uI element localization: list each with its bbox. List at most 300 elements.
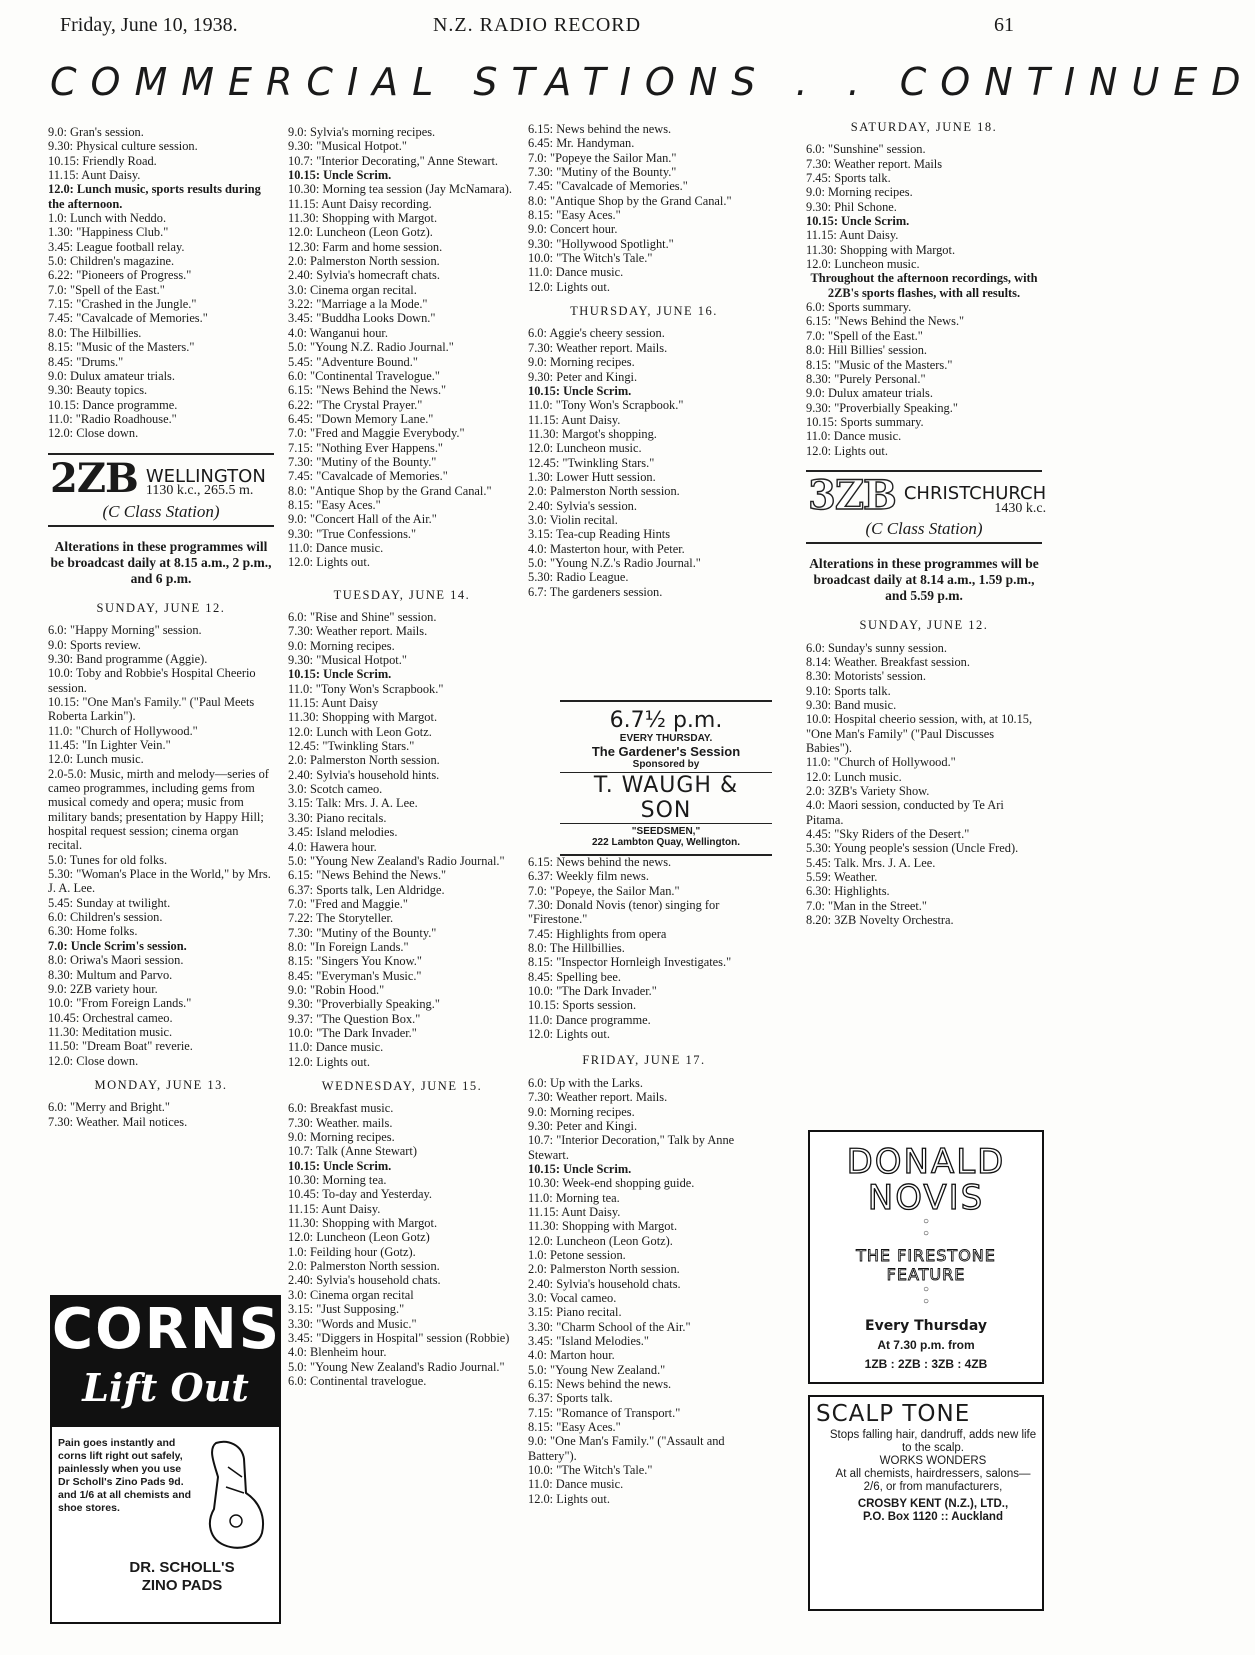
schedule-entry: 11.0: Dance music.: [528, 1477, 624, 1492]
schedule-list: [528, 326, 760, 599]
schedule-entry: 10.15: Friendly Road.: [48, 153, 157, 168]
schedule-entry: 9.0: Concert hour.: [528, 222, 618, 237]
schedule-entry: 8.0: "Antique Shop by the Grand Canal.": [288, 483, 492, 498]
schedule-entry: 9.0: "Robin Hood.": [288, 982, 385, 997]
feature-title: THE FIRESTONE: [856, 1246, 996, 1265]
schedule-entry: 9.30: "Hollywood Spotlight.": [528, 236, 674, 251]
schedule-entry: 10.0: "The Dark Invader.": [288, 1025, 417, 1040]
broadcast-stations: 1ZB : 2ZB : 3ZB : 4ZB: [864, 1357, 988, 1371]
schedule-entry: 4.0: Marton hour.: [528, 1348, 615, 1363]
schedule-entry: 9.0: "One Man's Family." ("Assault and Battery").: [528, 1434, 725, 1463]
schedule-entry: 9.37: "The Question Box.": [288, 1011, 421, 1026]
schedule-entry: 12.0: Lights out.: [806, 443, 888, 458]
corns-brand: [92, 1559, 272, 1595]
schedule-entry: 10.15: Uncle Scrim.: [528, 383, 632, 398]
schedule-entry: 7.30: Weather report. Mails.: [528, 340, 668, 355]
schedule-entry: 11.30: Shopping with Margot.: [288, 1216, 438, 1231]
schedule-entry: 12.0: Lights out.: [528, 1027, 610, 1042]
ad-time: 6.7½ p.m.: [609, 708, 723, 733]
schedule-entry: 11.15: Aunt Daisy.: [288, 1201, 381, 1216]
schedule-entry: 6.0: Breakfast music.: [288, 1101, 394, 1116]
schedule-entry: 5.0: "Young New Zealand.": [528, 1362, 666, 1377]
schedule-entry: 6.0: Children's session.: [48, 910, 163, 925]
schedule-entry: 11.15: Aunt Daisy: [288, 696, 379, 711]
day-heading: MONDAY, JUNE 13.: [94, 1077, 228, 1092]
schedule-entry: 7.0: "Man in the Street.": [806, 898, 927, 913]
schedule-entry: 10.45: To-day and Yesterday.: [288, 1187, 433, 1202]
schedule-list: [528, 122, 760, 294]
schedule-entry: 10.0: "The Dark Invader.": [528, 984, 657, 999]
day-heading: SUNDAY, JUNE 12.: [859, 618, 989, 633]
schedule-entry: 6.0: Continental travelogue.: [288, 1373, 427, 1388]
schedule-entry: 12.0: Close down.: [48, 1053, 139, 1068]
schedule-entry: 8.15: "Music of the Masters.": [806, 357, 953, 372]
schedule-entry: 9.30: "Musical Hotpot.": [288, 139, 407, 154]
station-header-3zb: [806, 470, 1047, 544]
schedule-entry: 5.0: Children's magazine.: [48, 254, 175, 269]
schedule-entry: 10.7: "Interior Decoration," Talk by Anne Stewart.: [528, 1133, 735, 1162]
schedule-entry: 6.37: Sports talk.: [528, 1391, 613, 1406]
schedule-entry: 10.15: Dance programme.: [48, 397, 178, 412]
schedule-entry: 10.15: Uncle Scrim.: [806, 214, 910, 229]
schedule-entry: 2.0: Palmerston North session.: [288, 254, 440, 269]
schedule-entry: 6.0: "Happy Morning" session.: [48, 623, 202, 638]
schedule-entry: 4.0: Wanganui hour.: [288, 325, 388, 340]
schedule-entry: 7.45: Highlights from opera: [528, 926, 667, 941]
schedule-entry: 7.15: "Nothing Ever Happens.": [288, 440, 443, 455]
performer-name: DONALD: [846, 1142, 1006, 1182]
schedule-entry: 9.0: Sports review.: [48, 637, 141, 652]
schedule-entry: 5.45: Sunday at twilight.: [48, 895, 171, 910]
schedule-entry: 8.0: Hill Billies' session.: [806, 343, 927, 358]
schedule-entry: 5.0: "Young N.Z.'s Radio Journal.": [528, 555, 701, 570]
schedule-entry: 8.15: "Easy Aces.": [528, 1420, 621, 1435]
scalp-address: P.O. Box 1120 :: Auckland: [863, 1511, 1003, 1523]
schedule-entry: 6.37: Sports talk, Len Aldridge.: [288, 882, 445, 897]
schedule-entry: 8.15: "Easy Aces.": [528, 208, 621, 223]
schedule-list: [288, 610, 516, 1069]
schedule-entry: 10.0: Toby and Robbie's Hospital Cheerio session.: [48, 666, 256, 695]
schedule-entry: 10.15: Uncle Scrim.: [288, 1158, 392, 1173]
feature-title: FEATURE: [886, 1265, 966, 1284]
schedule-entry: 7.15: "Crashed in the Jungle.": [48, 297, 197, 312]
publication-title: N.Z. RADIO RECORD: [432, 14, 642, 36]
schedule-entry: 12.0: Luncheon music.: [528, 441, 642, 456]
schedule-entry: 10.0: "The Witch's Tale.": [528, 1463, 653, 1478]
schedule-entry: 6.0: Up with the Larks.: [528, 1075, 643, 1090]
scalp-headline: SCALP TONE: [816, 1401, 971, 1427]
schedule-entry: 3.15: Tea-cup Reading Hints: [528, 527, 671, 542]
station-callsign: 3ZB: [808, 471, 896, 519]
schedule-entry: 12.0: Lights out.: [528, 279, 610, 294]
schedule-entry: 11.30: Meditation music.: [48, 1024, 173, 1039]
corns-brand-line1: DR. SCHOLL'S: [129, 1559, 235, 1576]
schedule-entry: 8.0: Oriwa's Maori session.: [48, 953, 184, 968]
column-1: [48, 125, 274, 1129]
schedule-entry: 11.30: Margot's shopping.: [528, 426, 657, 441]
schedule-entry: 9.30: Band music.: [806, 697, 897, 712]
schedule-entry: 5.30: "Woman's Place in the World," by Mrs. J. A. Lee.: [48, 867, 271, 896]
scalp-body-line: Stops falling hair, dandruff, adds new life to the scalp.: [829, 1429, 1037, 1454]
schedule-list: [806, 641, 1042, 928]
schedule-entry: 12.0: Lunch music.: [806, 769, 902, 784]
schedule-entry: 11.30: Shopping with Margot.: [528, 1219, 678, 1234]
schedule-entry: 7.0: "Fred and Maggie.": [288, 896, 408, 911]
schedule-entry: 9.30: "Proverbially Speaking.": [806, 400, 958, 415]
schedule-entry: 12.0: Lunch music, sports results during the afternoon.: [48, 182, 261, 211]
schedule-entry: 7.0: "Spell of the East.": [48, 282, 165, 297]
corns-headline: CORNS: [52, 1297, 282, 1362]
schedule-entry: 2.40: Sylvia's homecraft chats.: [288, 268, 440, 283]
schedule-entry: 12.0: Luncheon music.: [806, 257, 920, 272]
day-heading: SATURDAY, JUNE 18.: [850, 120, 998, 134]
day-heading: SUNDAY, JUNE 12.: [96, 600, 226, 615]
schedule-entry: 2.0: Palmerston North session.: [288, 1259, 440, 1274]
station-header-2zb: [48, 453, 274, 527]
broadcast-time: At 7.30 p.m. from: [877, 1338, 975, 1352]
schedule-entry: 7.0: "Fred and Maggie Everybody.": [288, 426, 465, 441]
schedule-entry: 6.15: "News Behind the News.": [288, 383, 447, 398]
schedule-entry: 5.0: "Young New Zealand's Radio Journal.": [288, 853, 505, 868]
schedule-entry: 7.0: "Popeye the Sailor Man.": [528, 150, 677, 165]
schedule-entry: 7.30: Weather. mails.: [288, 1115, 393, 1130]
schedule-entry: 12.0: Lunch music.: [48, 752, 144, 767]
schedule-entry: 7.30: Donald Novis (tenor) singing for "Firestone.": [528, 898, 720, 927]
schedule-entry: 6.0: Sports summary.: [806, 300, 912, 315]
schedule-entry: 9.0: Dulux amateur trials.: [48, 368, 175, 383]
schedule-entry: 11.0: Dance music.: [288, 540, 384, 555]
schedule-entry: 10.30: Morning tea session (Jay McNamara).: [288, 182, 513, 197]
schedule-entry: 3.0: Violin recital.: [528, 512, 618, 527]
schedule-entry: 8.45: "Everyman's Music.": [288, 968, 422, 983]
schedule-entry: 9.30: Peter and Kingi.: [528, 1118, 638, 1133]
schedule-entry: 7.0: "Popeye, the Sailor Man.": [528, 883, 680, 898]
sponsor-brand: T. WAUGH & SON: [560, 772, 772, 824]
page-number: 61: [994, 14, 1014, 36]
ad-line: The Gardener's Session: [591, 744, 741, 759]
schedule-entry: 7.30: Weather report. Mails.: [288, 624, 428, 639]
schedule-entry: 11.15: Aunt Daisy.: [528, 1204, 621, 1219]
schedule-entry: 8.30: Motorists' session.: [806, 669, 926, 684]
schedule-entry: 1.0: Petone session.: [528, 1247, 626, 1262]
station-frequency: 1130 k.c., 265.5 m.: [145, 483, 254, 499]
schedule-entry: 3.15: Talk: Mrs. J. A. Lee.: [288, 796, 418, 811]
schedule-entry: 8.15: "Inspector Hornleigh Investigates.": [528, 955, 732, 970]
schedule-entry: 3.45: League football relay.: [48, 239, 185, 254]
schedule-entry: 9.0: Morning recipes.: [528, 1104, 635, 1119]
schedule-entry: 2.40: Sylvia's household hints.: [288, 767, 440, 782]
schedule-entry: 12.0: Luncheon (Leon Gotz): [288, 1230, 430, 1245]
schedule-entry: 1.30: Lower Hutt session.: [528, 469, 656, 484]
schedule-entry: 2.0: Palmerston North session.: [528, 484, 680, 499]
broadcast-day: Every Thursday: [865, 1318, 987, 1334]
schedule-entry: 5.30: Radio League.: [528, 570, 629, 585]
schedule-entry: 8.30: "Purely Personal.": [806, 371, 926, 386]
schedule-entry: 6.45: "Down Memory Lane.": [288, 411, 434, 426]
schedule-entry: 12.45: "Twinkling Stars.": [528, 455, 655, 470]
schedule-entry: 9.30: "Musical Hotpot.": [288, 653, 407, 668]
schedule-entry: 2.40: Sylvia's household chats.: [528, 1276, 681, 1291]
schedule-entry: 9.30: Band programme (Aggie).: [48, 651, 208, 666]
dot-ornament-icon: ○ ○: [922, 1216, 930, 1239]
schedule-entry: 6.15: "News Behind the News.": [288, 868, 447, 883]
schedule-entry: 7.30: "Mutiny of the Bounty.": [288, 454, 437, 469]
column-3: [528, 122, 760, 599]
schedule-entry: 1.30: "Happiness Club.": [48, 225, 169, 240]
schedule-entry: 11.15: Aunt Daisy.: [528, 412, 621, 427]
schedule-entry: 2.0: Palmerston North session.: [528, 1262, 680, 1277]
gardeners-session-ad: [560, 700, 772, 856]
schedule-entry: 9.0: "Concert Hall of the Air.": [288, 512, 437, 527]
schedule-entry: 11.45: "In Lighter Vein.": [48, 738, 171, 752]
schedule-entry: 6.7: The gardeners session.: [528, 584, 663, 599]
corns-ad-header: [52, 1297, 282, 1427]
schedule-entry: 9.0: Morning recipes.: [288, 638, 395, 653]
schedule-entry: 7.30: Weather report. Mails: [806, 156, 943, 171]
schedule-entry: 3.0: Scotch cameo.: [288, 782, 383, 797]
corns-advertisement: [50, 1295, 281, 1624]
schedule-entry: 7.45: "Cavalcade of Memories.": [288, 469, 448, 484]
schedule-entry: 9.30: Physical culture session.: [48, 139, 198, 154]
schedule-entry: 11.15: Aunt Daisy.: [48, 168, 141, 183]
schedule-entry: 9.30: "Proverbially Speaking.": [288, 997, 440, 1012]
scalp-body-line: WORKS WONDERS: [879, 1455, 987, 1467]
schedule-list: [48, 623, 274, 1068]
page-header: [60, 14, 1014, 40]
schedule-entry: 9.0: Morning recipes.: [806, 185, 913, 200]
schedule-entry: 1.0: Lunch with Neddo.: [48, 211, 167, 226]
schedule-entry: 7.45: "Cavalcade of Memories.": [528, 179, 688, 194]
schedule-entry: 11.0: Dance programme.: [528, 1012, 651, 1027]
schedule-entry: 8.15: "Music of the Masters.": [48, 340, 195, 355]
schedule-entry: 9.0: Morning recipes.: [528, 355, 635, 370]
schedule-entry: 6.0: "Merry and Bright.": [48, 1100, 170, 1115]
station-class: (C Class Station): [102, 501, 220, 521]
schedule-entry: 9.0: Gran's session.: [48, 125, 144, 139]
scalp-body: [810, 1427, 1042, 1524]
schedule-entry: 11.0: "Radio Roadhouse.": [48, 411, 177, 426]
schedule-entry: 5.45: "Adventure Bound.": [288, 354, 418, 369]
schedule-entry: 10.15: Uncle Scrim.: [288, 667, 392, 682]
schedule-entry: 5.45: Talk. Mrs. J. A. Lee.: [806, 855, 936, 870]
schedule-entry: 8.0: "Antique Shop by the Grand Canal.": [528, 193, 732, 208]
schedule-entry: 11.30: Shopping with Margot.: [288, 211, 438, 226]
column-4: [806, 120, 1047, 928]
schedule-entry: 9.30: "True Confessions.": [288, 526, 417, 541]
corns-subheadline: Lift Out: [82, 1365, 249, 1410]
schedule-entry: 3.22: "Marriage a la Mode.": [288, 297, 428, 312]
schedule-entry: 10.15: Sports session.: [528, 998, 637, 1013]
schedule-entry: 3.45: "Island Melodies.": [528, 1334, 649, 1348]
schedule-entry: 7.45: Sports talk.: [806, 171, 891, 186]
schedule-entry: 5.0: "Young New Zealand's Radio Journal.": [288, 1359, 505, 1374]
schedule-entry: 6.0: Sunday's sunny session.: [806, 640, 947, 655]
issue-date: Friday, June 10, 1938.: [60, 14, 238, 36]
schedule-entry: 12.0: Close down.: [48, 426, 139, 441]
schedule-entry: 7.30: Weather report. Mails.: [528, 1090, 668, 1105]
schedule-entry: 12.0: Luncheon (Leon Gotz).: [528, 1233, 673, 1248]
schedule-entry: 6.0: "Rise and Shine" session.: [288, 610, 437, 624]
schedule-entry: 10.30: Morning tea.: [288, 1173, 387, 1188]
station-city: CHRISTCHURCH: [903, 483, 1047, 505]
schedule-entry: 7.15: "Romance of Transport.": [528, 1405, 681, 1420]
schedule-list: [288, 125, 516, 570]
schedule-entry: 6.0: "Sunshine" session.: [806, 142, 926, 157]
schedule-entry: 6.0: "Continental Travelogue.": [288, 368, 440, 383]
schedule-entry: 8.0: The Hilbillies.: [48, 325, 142, 340]
schedule-entry: 6.45: Mr. Handyman.: [528, 136, 635, 151]
schedule-entry: 11.0: Dance music.: [528, 265, 624, 280]
schedule-entry: 4.0: Masterton hour, with Peter.: [528, 541, 685, 556]
schedule-entry: 7.22: The Storyteller.: [288, 911, 394, 926]
schedule-entry: 8.30: Multum and Parvo.: [48, 967, 173, 982]
schedule-entry: 8.20: 3ZB Novelty Orchestra.: [806, 913, 954, 928]
station-callsign: 2ZB: [50, 454, 138, 502]
schedule-entry: 3.45: Island melodies.: [288, 825, 398, 840]
column-2: [288, 125, 516, 1388]
schedule-entry: 6.15: News behind the news.: [528, 122, 672, 136]
schedule-entry: 10.0: Hospital cheerio session, with, at 10.15, "One Man's Family" ("Paul Discusses Babies").: [806, 712, 1033, 755]
schedule-entry: 4.0: Hawera hour.: [288, 839, 377, 854]
schedule-entry: 2.40: Sylvia's session.: [528, 498, 637, 513]
schedule-entry: 6.0: Aggie's cheery session.: [528, 326, 665, 341]
schedule-entry: 12.0: Luncheon (Leon Gotz).: [288, 225, 433, 240]
schedule-entry: 12.0: Lights out.: [528, 1491, 610, 1506]
donald-novis-advertisement: [808, 1130, 1044, 1384]
schedule-entry: 3.0: Vocal cameo.: [528, 1290, 617, 1305]
schedule-entry: 10.15: Uncle Scrim.: [528, 1161, 632, 1176]
schedule-entry: 7.30: "Mutiny of the Bounty.": [528, 165, 677, 180]
schedule-entry: 10.45: Orchestral cameo.: [48, 1010, 173, 1025]
schedule-entry: 12.0: Lights out.: [288, 1054, 370, 1069]
schedule-entry: 9.0: Sylvia's morning recipes.: [288, 125, 436, 139]
schedule-entry: 11.0: "Church of Hollywood.": [48, 723, 198, 738]
schedule-entry: 8.45: "Drums.": [48, 354, 124, 369]
schedule-entry: 6.22: "Pioneers of Progress.": [48, 268, 192, 283]
station-city: WELLINGTON: [145, 465, 266, 487]
schedule-entry: 9.10: Sports talk.: [806, 683, 891, 698]
station-frequency: 1430 k.c.: [994, 500, 1047, 516]
schedule-entry: 7.30: Weather. Mail notices.: [48, 1114, 188, 1129]
schedule-entry: 10.7: "Interior Decorating," Anne Stewart.: [288, 153, 499, 168]
schedule-entry: 8.14: Weather. Breakfast session.: [806, 654, 970, 669]
sponsor-address: 222 Lambton Quay, Wellington.: [592, 837, 740, 848]
schedule-entry: 11.15: Aunt Daisy.: [806, 228, 899, 243]
day-heading: FRIDAY, JUNE 17.: [582, 1053, 706, 1068]
schedule-entry: 4.0: Maori session, conducted by Te Ari Pitama.: [806, 798, 1004, 827]
day-heading: THURSDAY, JUNE 16.: [570, 304, 718, 319]
schedule-entry: 2.0-5.0: Music, mirth and melody—series of cameo programmes, including gems from musical comedy and opera; music from military bands; presentation by Happy Hill; hospital request session; cinema organ recital.: [48, 766, 269, 853]
schedule-entry: 6.30: Highlights.: [806, 884, 890, 899]
schedule-entry: 3.45: "Buddha Looks Down.": [288, 311, 436, 326]
schedule-entry: 6.22: "The Crystal Prayer.": [288, 397, 423, 412]
schedule-entry: 3.0: Cinema organ recital: [288, 1287, 414, 1302]
schedule-entry: 11.30: Shopping with Margot.: [288, 710, 438, 725]
schedule-entry: 3.30: "Charm School of the Air.": [528, 1319, 691, 1334]
schedule-entry: 3.0: Cinema organ recital.: [288, 282, 417, 297]
column-3-lower: [528, 855, 760, 1506]
schedule-entry: 9.0: Dulux amateur trials.: [806, 386, 933, 401]
schedule-entry: 6.37: Weekly film news.: [528, 869, 649, 884]
dot-ornament-icon: ○ ○: [922, 1284, 930, 1307]
schedule-entry: 10.7: Talk (Anne Stewart): [288, 1144, 417, 1159]
section-banner: COMMERCIAL STATIONS . . CONTINUED: [50, 60, 1255, 104]
schedule-entry: 1.0: Feilding hour (Gotz).: [288, 1244, 416, 1259]
schedule-entry: 7.30: "Mutiny of the Bounty.": [288, 925, 437, 940]
scalp-body-line: At all chemists, hairdressers, salons—2/6, or from manufacturers,: [835, 1468, 1031, 1493]
alterations-notice: Alterations in these programmes will be broadcast daily at 8.14 a.m., 1.59 p.m., and 5.59 p.m.: [809, 556, 1039, 604]
schedule-entry: 2.0: 3ZB's Variety Show.: [806, 784, 930, 799]
schedule-entry: 11.0: Dance music.: [806, 429, 902, 444]
schedule-entry: 7.0: "Spell of the East.": [806, 328, 923, 343]
ad-line: Sponsored by: [632, 759, 700, 770]
schedule-entry: 9.0: 2ZB variety hour.: [48, 981, 158, 996]
day-heading: WEDNESDAY, JUNE 15.: [321, 1079, 483, 1093]
schedule-entry: 6.15: News behind the news.: [528, 855, 672, 869]
schedule-entry: 5.30: Young people's session (Uncle Fred).: [806, 841, 1019, 856]
schedule-entry: 10.0: "The Witch's Tale.": [528, 251, 653, 266]
schedule-entry: 6.15: News behind the news.: [528, 1377, 672, 1392]
schedule-entry: 8.0: The Hillbillies.: [528, 941, 625, 956]
schedule-entry: 4.45: "Sky Riders of the Desert.": [806, 827, 970, 842]
schedule-entry: 8.45: Spelling bee.: [528, 969, 621, 984]
schedule-entry: 8.15: "Singers You Know.": [288, 954, 422, 969]
day-heading: TUESDAY, JUNE 14.: [333, 587, 471, 602]
corns-body: Pain goes instantly and corns lift right out safely, painlessly when you use Dr Scholl's Zino Pads 9d. and 1/6 at all chemists and shoe stores.: [58, 1437, 192, 1514]
schedule-entry: 3.45: "Diggers in Hospital" session (Robbie): [288, 1330, 510, 1345]
schedule-entry: 12.30: Farm and home session.: [288, 239, 443, 254]
schedule-list: [528, 1076, 760, 1506]
schedule-entry: 11.0: "Tony Won's Scrapbook.": [528, 398, 684, 413]
schedule-entry: 11.15: Aunt Daisy recording.: [288, 196, 432, 211]
schedule-entry: 2.0: Palmerston North session.: [288, 753, 440, 768]
schedule-entry: 2.40: Sylvia's household chats.: [288, 1273, 441, 1288]
foot-icon: [198, 1437, 270, 1555]
schedule-entry: 8.0: "In Foreign Lands.": [288, 939, 409, 954]
ad-line: EVERY THURSDAY.: [619, 733, 713, 744]
schedule-entry: 3.30: Piano recitals.: [288, 810, 387, 825]
ad-line: "SEEDSMEN,": [631, 826, 701, 837]
schedule-entry: 5.0: "Young N.Z. Radio Journal.": [288, 340, 454, 355]
schedule-list: [288, 1101, 516, 1388]
schedule-entry: 3.15: Piano recital.: [528, 1305, 622, 1320]
schedule-list: [48, 1100, 274, 1129]
corns-brand-line2: ZINO PADS: [141, 1577, 223, 1594]
schedule-entry: 5.59: Weather.: [806, 870, 878, 885]
schedule-entry: 6.30: Home folks.: [48, 924, 138, 939]
schedule-entry: 12.45: "Twinkling Stars.": [288, 739, 415, 754]
performer-name: NOVIS: [867, 1178, 985, 1218]
scalp-company: CROSBY KENT (N.Z.), LTD.,: [857, 1498, 1009, 1510]
schedule-entry: 10.15: Sports summary.: [806, 414, 924, 429]
schedule-entry: 11.0: "Tony Won's Scrapbook.": [288, 681, 444, 696]
schedule-entry: 7.45: "Cavalcade of Memories.": [48, 311, 208, 326]
schedule-entry: 9.30: Phil Schone.: [806, 199, 897, 214]
scalp-tone-advertisement: [808, 1395, 1044, 1611]
schedule-entry: 10.0: "From Foreign Lands.": [48, 996, 192, 1011]
schedule-list: [528, 855, 760, 1041]
schedule-entry: 12.0: Lights out.: [288, 555, 370, 570]
schedule-entry: 10.30: Week-end shopping guide.: [528, 1176, 695, 1191]
schedule-entry: 3.30: "Words and Music.": [288, 1316, 417, 1331]
station-class: (C Class Station): [865, 518, 983, 538]
alterations-notice: Alterations in these programmes will be broadcast daily at 8.15 a.m., 2 p.m., and 6 p.m.: [50, 538, 272, 586]
schedule-entry: 11.0: Dance music.: [288, 1040, 384, 1055]
schedule-entry: 10.15: "One Man's Family." ("Paul Meets Roberta Larkin").: [48, 694, 255, 724]
schedule-entry: Throughout the afternoon recordings, with 2ZB's sports flashes, with all results.: [810, 271, 1038, 300]
schedule-entry: 7.0: Uncle Scrim's session.: [48, 938, 187, 953]
schedule-entry: 3.15: "Just Supposing.": [288, 1302, 405, 1317]
